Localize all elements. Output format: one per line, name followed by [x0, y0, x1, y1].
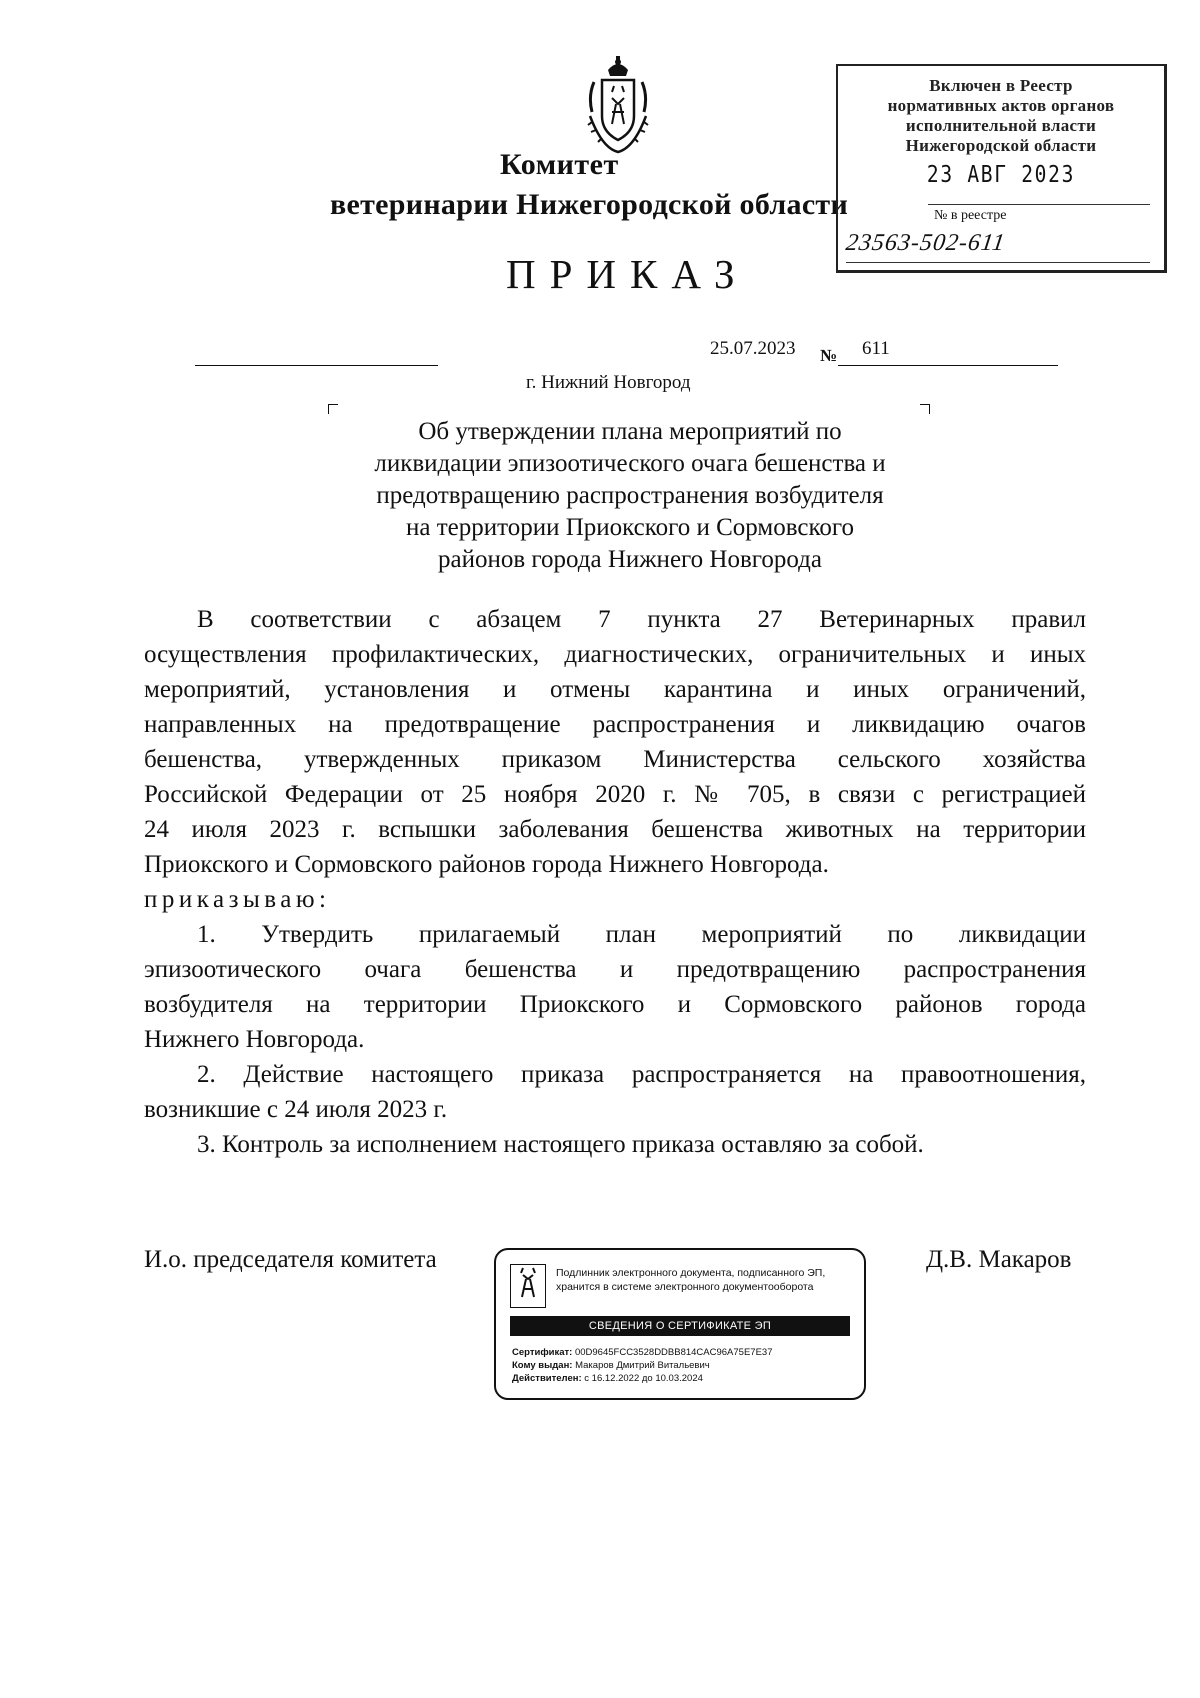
order-word: приказываю: — [144, 886, 331, 913]
item1-line: Нижнего Новгорода. — [144, 1026, 365, 1053]
esign-header-line: Подлинник электронного документа, подписанного ЭП, — [556, 1267, 826, 1279]
cert-label: Сертификат: — [512, 1347, 573, 1358]
signatory-name: Д.В. Макаров — [926, 1246, 1072, 1273]
subject-corner-left — [328, 404, 338, 414]
order-subject — [330, 416, 930, 576]
document-type-title: ПРИКАЗ — [506, 251, 749, 297]
item1-line: эпизоотического очага бешенства и предотвращению распространения — [144, 956, 1086, 983]
esign-header-line: хранится в системе электронного документооборота — [556, 1281, 814, 1293]
item2-line: 2. Действие настоящего приказа распространяется на правоотношения, — [197, 1061, 1086, 1088]
signatory-position: И.о. председателя комитета — [144, 1246, 437, 1273]
valid-value: с 16.12.2022 до 10.03.2024 — [584, 1373, 703, 1384]
preamble-line: Приокского и Сормовского районов города Нижнего Новгорода. — [144, 851, 829, 878]
subject-line: ликвидации эпизоотического очага бешенства и — [374, 450, 886, 477]
subject-line: районов города Нижнего Новгорода — [437, 546, 823, 573]
stamp-line: Включен в Реестр — [929, 76, 1073, 95]
preamble-line: Российской Федерации от 25 ноября 2020 г. № 705, в связи с регистрацией — [144, 781, 1086, 808]
preamble-line: мероприятий, установления и отмены карантина и иных ограничений, — [144, 676, 1086, 703]
esign-certificate-info — [512, 1346, 772, 1385]
item2-line: возникшие с 24 июля 2023 г. — [144, 1096, 448, 1123]
stamp-number-label: № в реестре — [934, 208, 1007, 223]
stamp-date: 23 АВГ 2023 — [926, 162, 1076, 188]
subject-corner-right — [920, 404, 930, 414]
esign-certificate-bar: СВЕДЕНИЯ О СЕРТИФИКАТЕ ЭП — [510, 1316, 850, 1336]
deer-emblem-icon — [510, 1264, 546, 1308]
issued-label: Кому выдан: — [512, 1360, 573, 1371]
item1-line: возбудителя на территории Приокского и Сормовского районов города — [144, 991, 1086, 1018]
city: г. Нижний Новгород — [526, 372, 691, 393]
subject-line: предотвращению распространения возбудителя — [376, 482, 884, 509]
electronic-signature-stamp — [494, 1248, 866, 1400]
stamp-line: исполнительной власти — [905, 116, 1097, 135]
stamp-line: нормативных актов органов — [887, 96, 1115, 115]
coat-of-arms-emblem — [582, 56, 654, 156]
cert-value: 00D9645FCC3528DDBB814CAC96A75E7E37 — [574, 1347, 773, 1358]
stamp-line: Нижегородской области — [905, 136, 1097, 155]
esign-header — [556, 1266, 825, 1294]
organization-name-line1: Комитет — [500, 148, 619, 181]
registry-stamp — [836, 64, 1167, 273]
item1-line: 1. Утвердить прилагаемый план мероприятий по ликвидации — [197, 921, 1086, 948]
issued-value: Макаров Дмитрий Витальевич — [575, 1360, 710, 1371]
organization-name-line2: ветеринарии Нижегородской области — [330, 188, 849, 221]
order-date: 25.07.2023 — [710, 338, 796, 359]
stamp-divider — [846, 262, 1150, 263]
stamp-divider — [928, 204, 1150, 205]
order-number-label: № — [820, 346, 838, 365]
date-underline — [195, 365, 438, 366]
preamble-line: направленных на предотвращение распространения и ликвидацию очагов — [144, 711, 1086, 738]
number-underline — [838, 365, 1058, 366]
subject-line: Об утверждении плана мероприятий по — [418, 418, 842, 445]
subject-line: на территории Приокского и Сормовского — [405, 514, 855, 541]
order-body — [144, 602, 1086, 1162]
item3-line: 3. Контроль за исполнением настоящего приказа оставляю за собой. — [197, 1131, 924, 1158]
preamble-line: 24 июля 2023 г. вспышки заболевания бешенства животных на территории — [144, 816, 1086, 843]
preamble-line: бешенства, утвержденных приказом Министерства сельского хозяйства — [144, 746, 1086, 773]
stamp-registry-number: 23563-502-611 — [844, 230, 1008, 256]
valid-label: Действителен: — [512, 1373, 582, 1384]
preamble-line: осуществления профилактических, диагностических, ограничительных и иных — [144, 641, 1086, 668]
preamble-line: В соответствии с абзацем 7 пункта 27 Ветеринарных правил — [197, 606, 1086, 633]
order-number: 611 — [862, 338, 890, 359]
